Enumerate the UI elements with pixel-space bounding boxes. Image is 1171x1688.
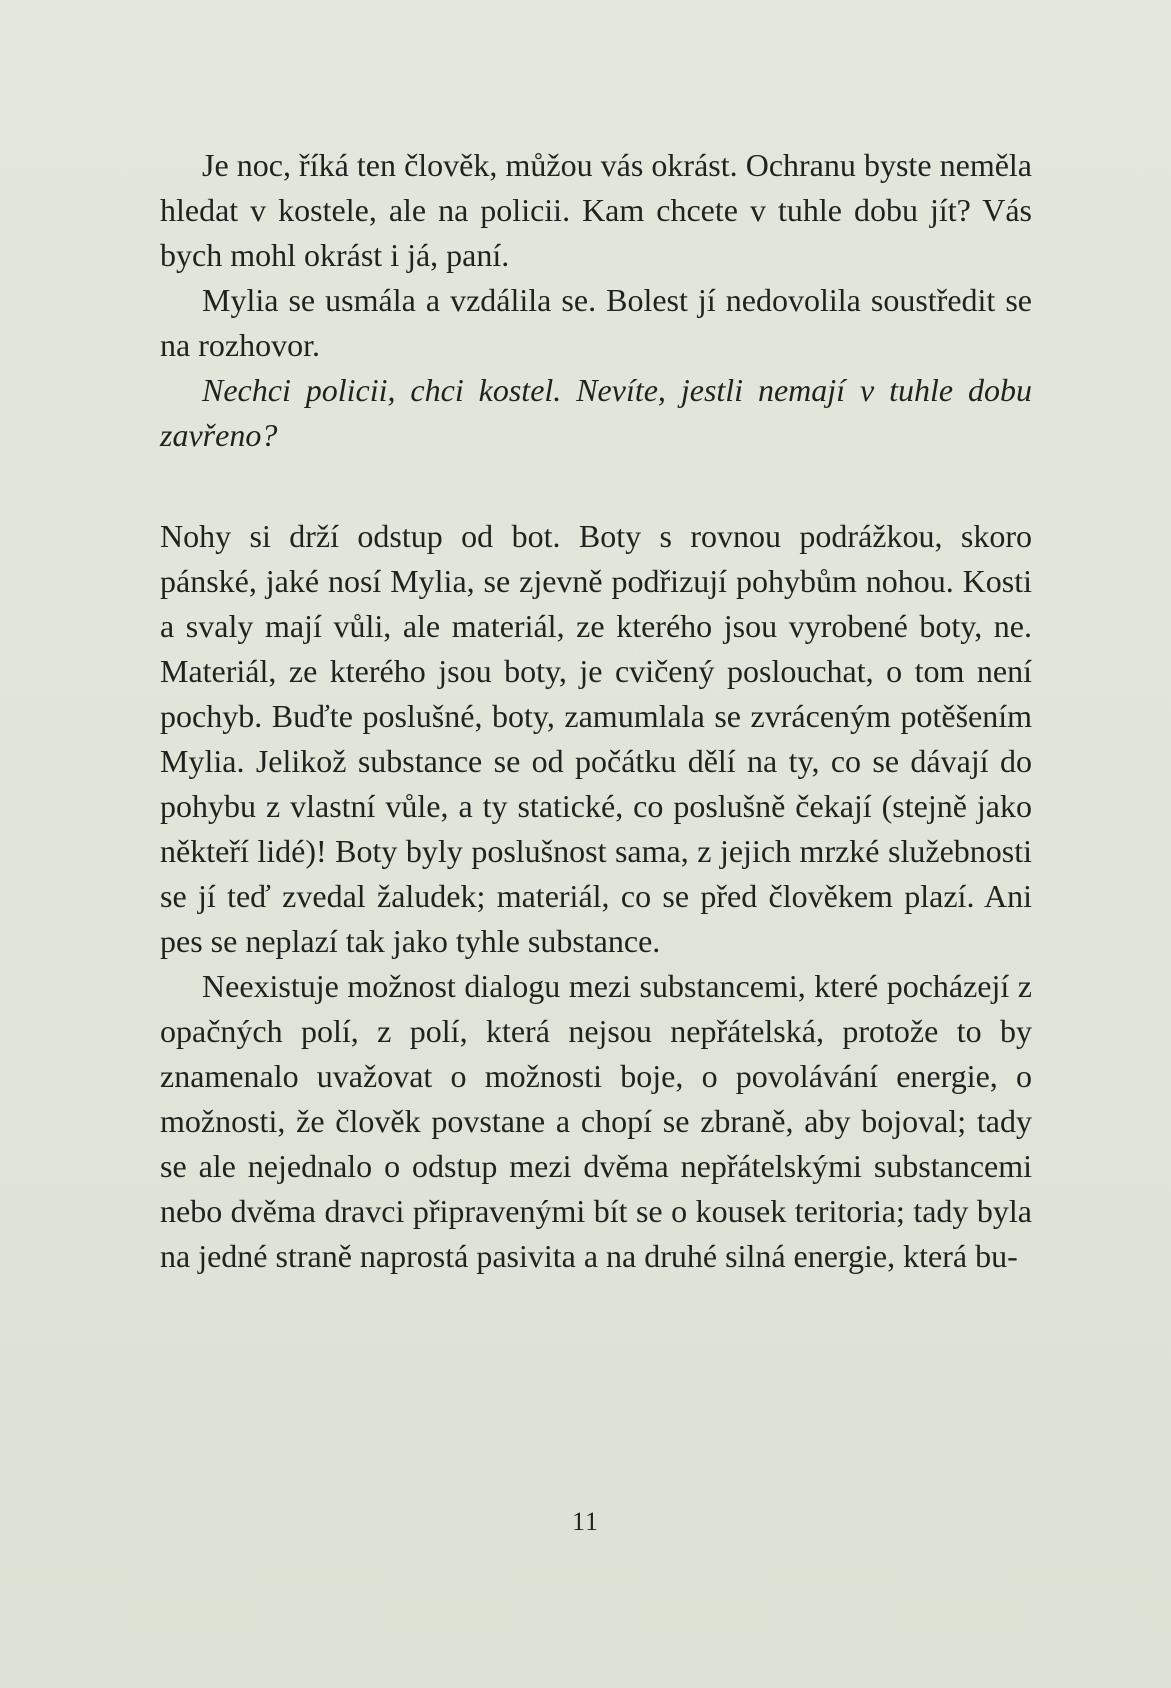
page-number: 11 xyxy=(571,1507,600,1536)
paragraph-3-italic: Nechci policii, chci kostel. Nevíte, jestli nemají v tuhle dobu zavřeno? xyxy=(160,372,1032,453)
text-block-dialogue xyxy=(160,143,1032,458)
paragraph-4: Nohy si drží odstup od bot. Boty s rovnou podrážkou, skoro pánské, jaké nosí Mylia, se zjevně podřizují pohybům nohou. Kosti a svaly mají vůli, ale materiál, ze kterého jsou vyrobené boty, ne. Materiál, ze kterého jsou boty, je cvičený poslouchat, o tom není pochyb. Buďte poslušné, boty, zamumlala se zvráceným potěšením Mylia. Jelikož substance se od počátku dělí na ty, co se dávají do pohybu z vlastní vůle, a ty statické, co poslušně čekají (stejně jako někteří lidé)! Boty byly poslušnost sama, z jejich mrzké služebnosti se jí teď zvedal žaludek; materiál, co se před člověkem plazí. Ani pes se neplazí tak jako tyhle substance. xyxy=(160,518,1032,959)
paragraph-5: Neexistuje možnost dialogu mezi substancemi, které pocházejí z opačných polí, z polí, která nejsou nepřátelská, protože to by znamenalo uvažovat o možnosti boje, o povolávání energie, o možnosti, že člověk povstane a chopí se zbraně, aby bojoval; tady se ale nejednalo o odstup mezi dvěma nepřátelskými substancemi nebo dvěma dravci připravenými bít se o kousek teritoria; tady byla na jedné straně naprostá pasivita a na druhé silná energie, která bu- xyxy=(160,968,1032,1274)
paragraph-2: Mylia se usmála a vzdálila se. Bolest jí nedovolila soustředit se na rozhovor. xyxy=(160,282,1032,363)
text-block-narrative xyxy=(160,514,1032,1279)
paragraph-1: Je noc, říká ten člověk, můžou vás okrást. Ochranu byste neměla hledat v kostele, ale na policii. Kam chcete v tuhle dobu jít? Vás bych mohl okrást i já, paní. xyxy=(160,147,1032,273)
